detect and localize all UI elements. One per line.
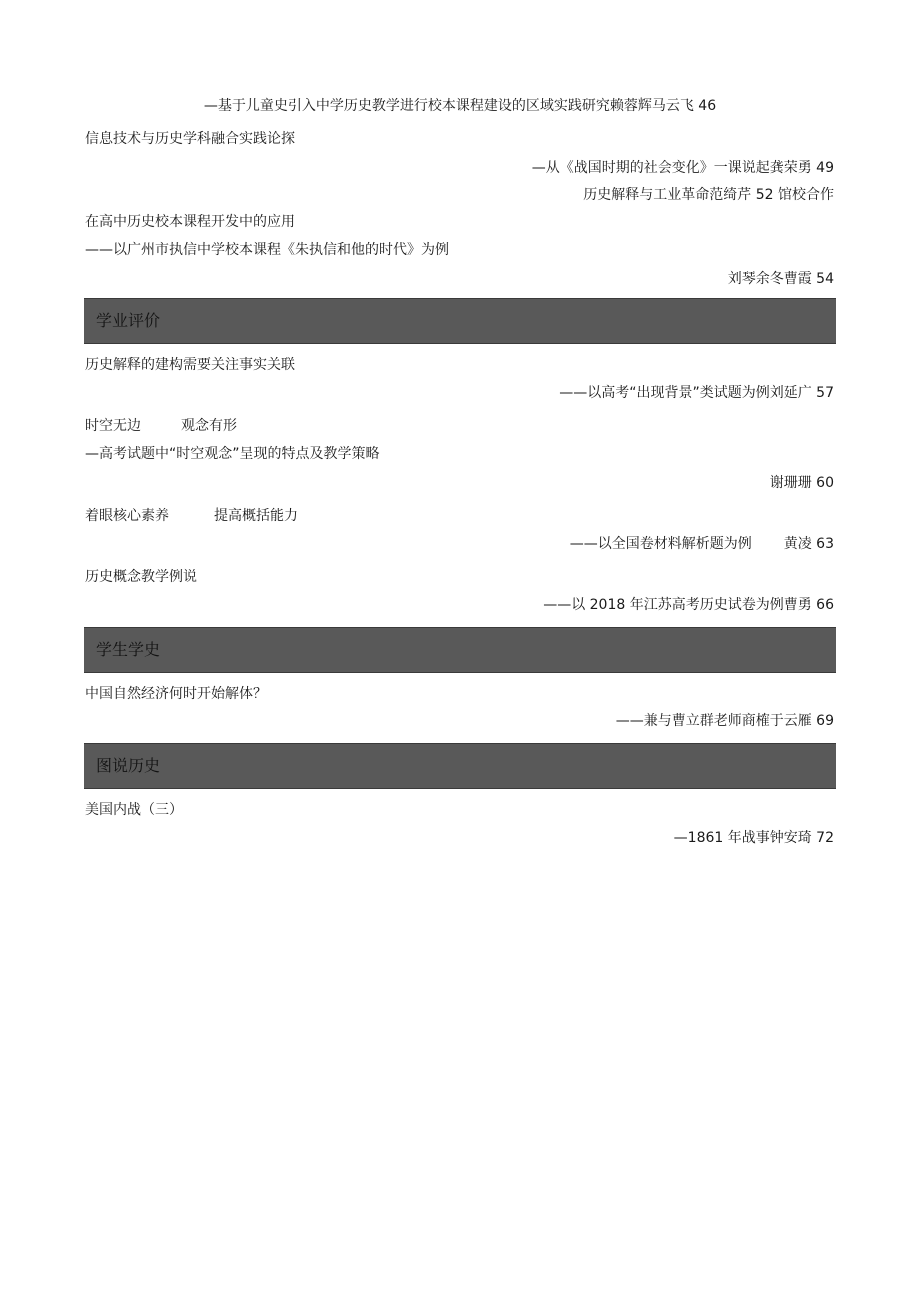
section-header-student xyxy=(84,627,836,673)
entry-title-part: 观念有形 xyxy=(181,418,237,434)
section-title: 学业评价 xyxy=(96,311,161,330)
entry-title xyxy=(85,507,298,525)
entry-title: 美国内战（三） xyxy=(85,802,183,818)
entry-title: 在高中历史校本课程开发中的应用 xyxy=(85,214,295,230)
entry-subtitle: —基于儿童史引入中学历史教学进行校本课程建设的区域实践研究赖蓉辉马云飞 46 xyxy=(203,98,717,114)
entry-subtitle: —高考试题中“时空观念”呈现的特点及教学策略 xyxy=(85,446,380,462)
entry-subtitle-text: ——以全国卷材料解析题为例 xyxy=(569,536,752,552)
entry-author: 谢珊珊 60 xyxy=(769,475,834,491)
entry-subtitle: —1861 年战事钟安琦 72 xyxy=(673,830,834,846)
entry-subtitle: —从《战国时期的社会变化》一课说起龚荣勇 49 xyxy=(531,160,834,176)
entry-title-part: 时空无边 xyxy=(85,418,141,434)
entry-subtitle: ——以广州市执信中学校本课程《朱执信和他的时代》为例 xyxy=(85,242,449,258)
entry-subtitle: ——兼与曹立群老师商榷于云雁 69 xyxy=(615,713,834,729)
entry-title-part: 着眼核心素养 xyxy=(85,508,169,524)
entry-subtitle: ——以高考“出现背景”类试题为例刘延广 57 xyxy=(559,385,834,401)
section-title: 学生学史 xyxy=(96,640,161,659)
section-header-pictorial xyxy=(84,743,836,789)
section-title: 图说历史 xyxy=(96,756,161,775)
entry-subtitle: ——以 2018 年江苏高考历史试卷为例曹勇 66 xyxy=(543,597,834,613)
entry-title: 中国自然经济何时开始解体？ xyxy=(85,686,267,702)
entry-title: 历史解释与工业革命范绮芹 52 馆校合作 xyxy=(583,187,834,203)
entry-title xyxy=(85,417,237,435)
entry-author: 黄凌 63 xyxy=(783,536,834,552)
entry-title: 信息技术与历史学科融合实践论探 xyxy=(85,131,295,147)
entry-title-part: 提高概括能力 xyxy=(214,508,298,524)
entry-title: 历史解释的建构需要关注事实关联 xyxy=(85,357,295,373)
section-header-assessment xyxy=(84,298,836,344)
entry-subtitle xyxy=(570,535,834,553)
entry-title: 历史概念教学例说 xyxy=(85,569,197,585)
entry-author: 刘琴余冬曹霞 54 xyxy=(727,271,834,287)
